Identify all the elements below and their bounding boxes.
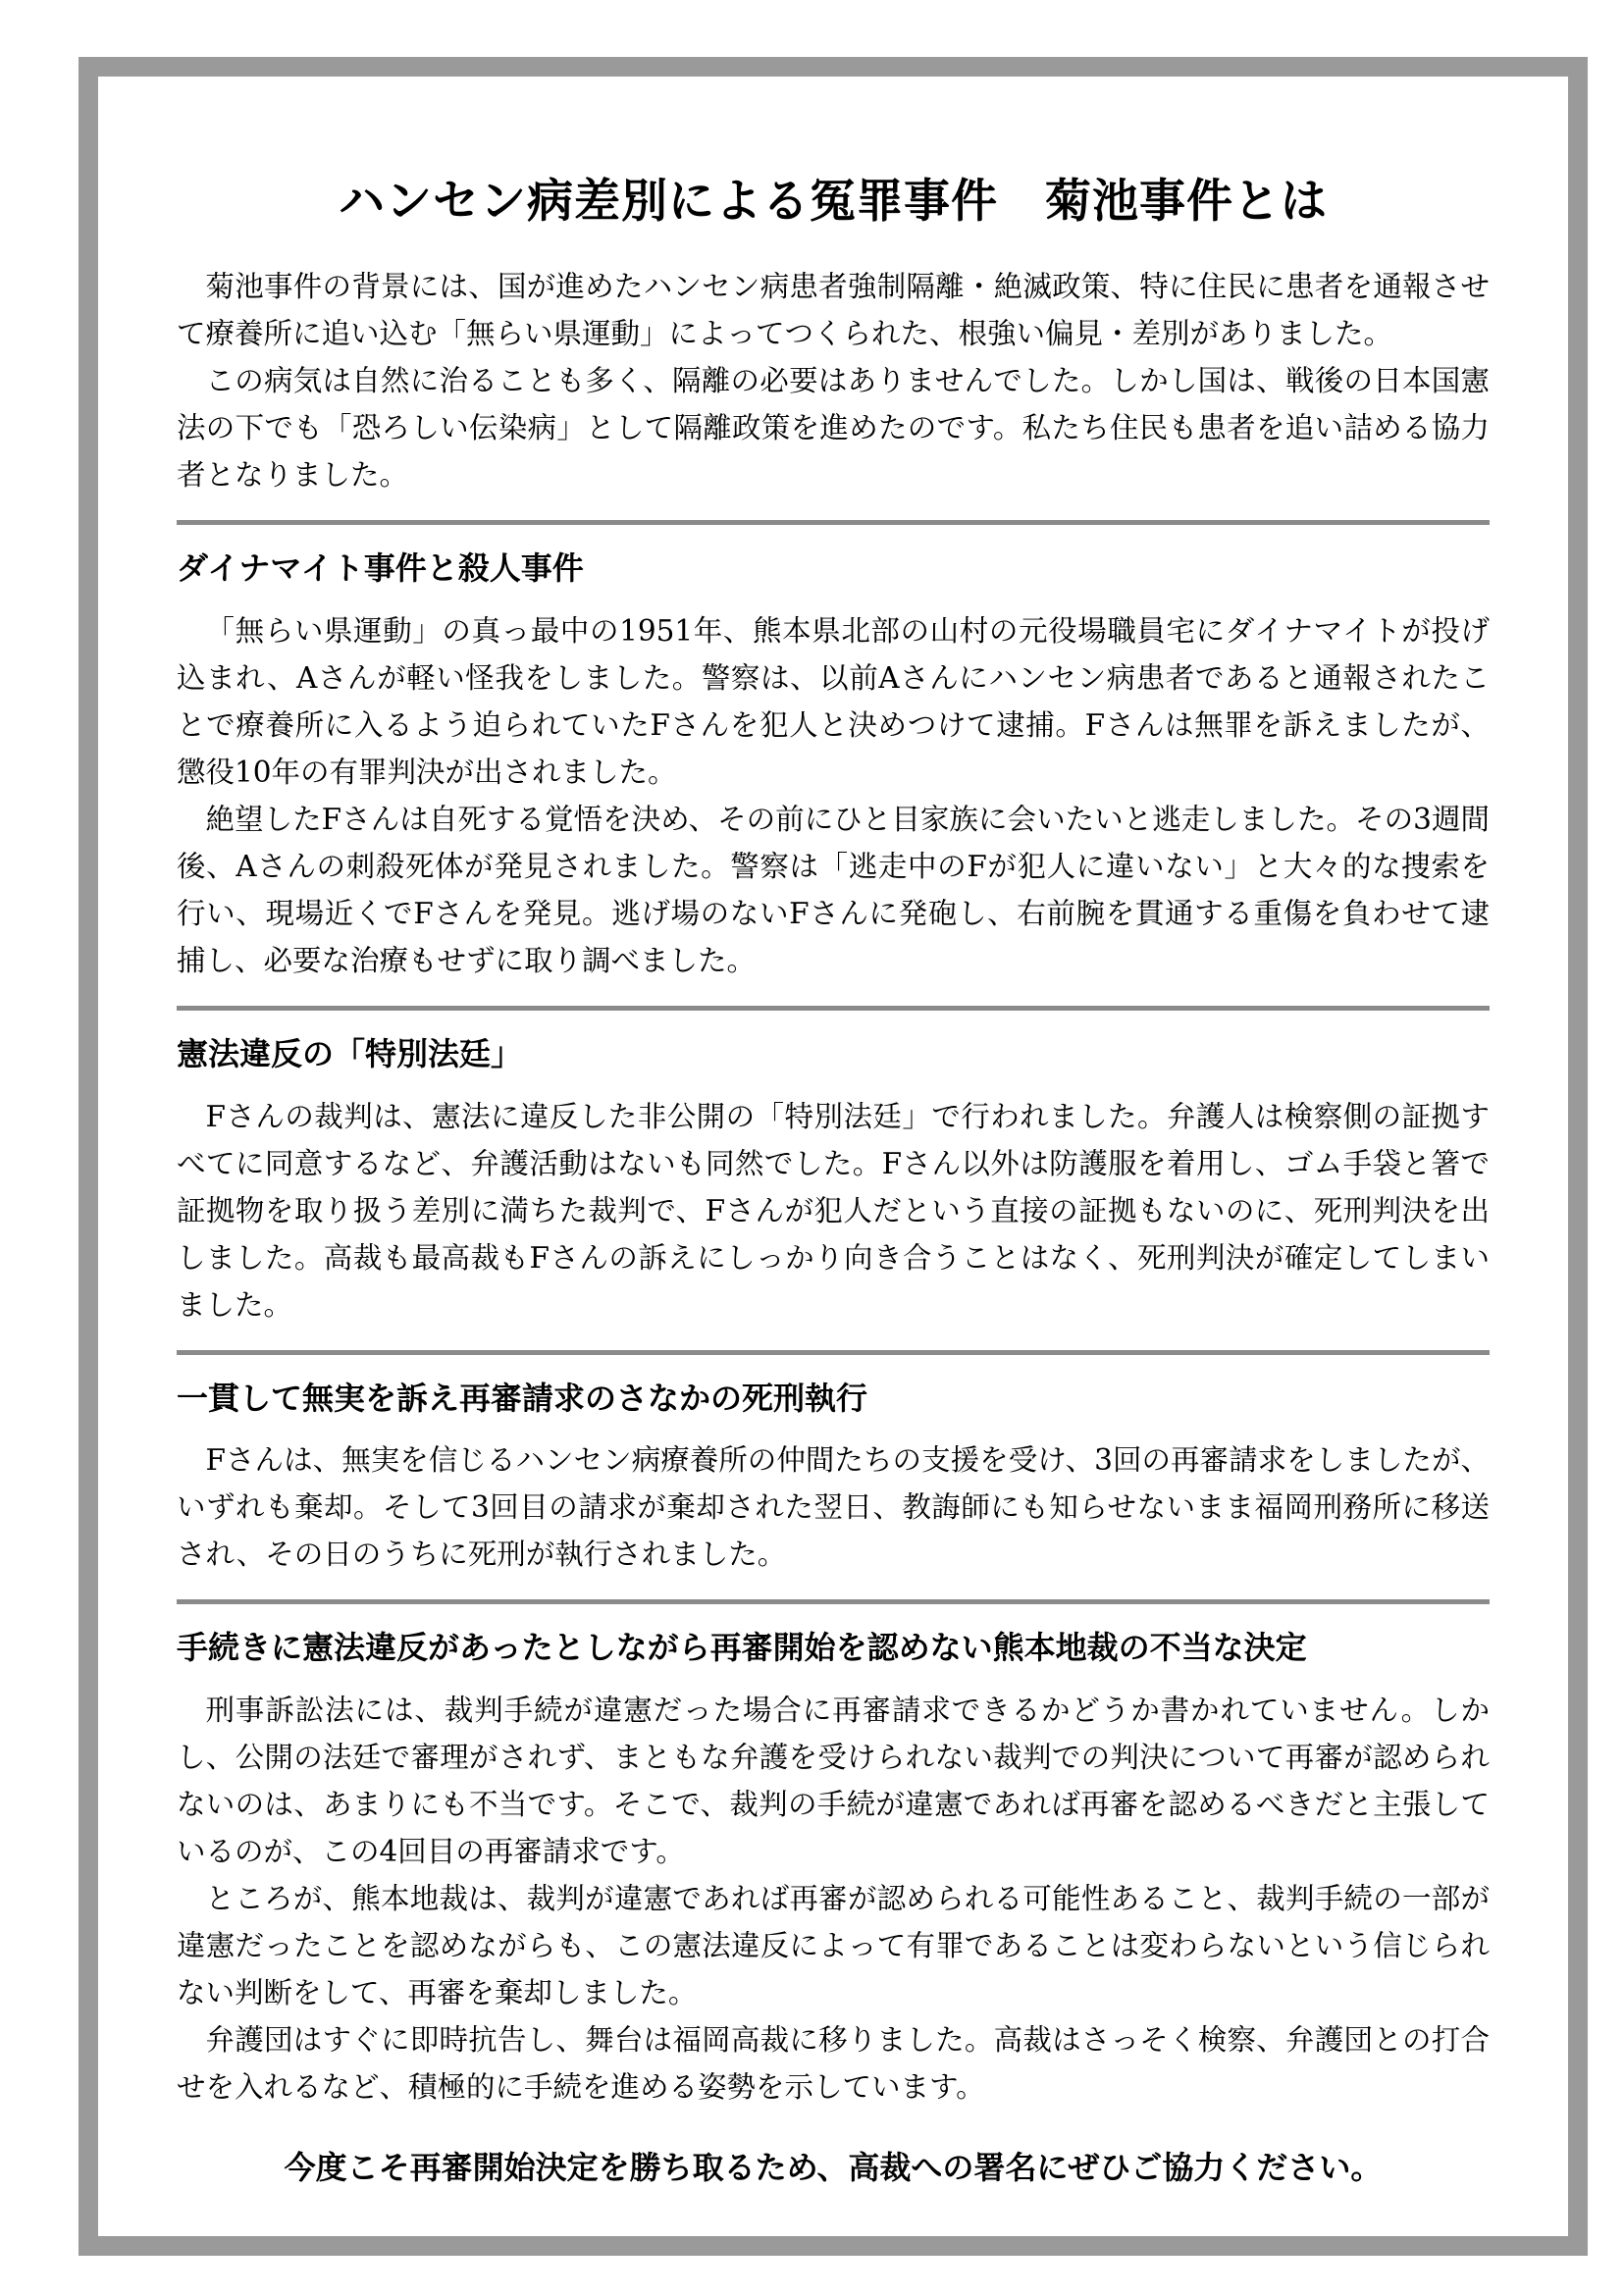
document-body	[177, 175, 1490, 2188]
section-paragraph: 「無らい県運動」の真っ最中の1951年、熊本県北部の山村の元役場職員宅にダイナマイトが投げ込まれ、Aさんが軽い怪我をしました。警察は、以前Aさんにハンセン病患者であると通報されたことで療養所に入るよう迫られていたFさんを犯人と決めつけて逮捕。Fさんは無罪を訴えましたが、懲役10年の有罪判決が出されました。	[177, 613, 1490, 789]
section-special-court	[177, 1034, 1490, 1329]
section-divider	[177, 520, 1490, 525]
section-heading: ダイナマイト事件と殺人事件	[177, 549, 584, 588]
section-paragraph: 弁護団はすぐに即時抗告し、舞台は福岡高裁に移りました。高裁はさっそく検察、弁護団との打合せを入れるなど、積極的に手続を進める姿勢を示しています。	[177, 2022, 1490, 2104]
intro-paragraph: 菊池事件の背景には、国が進めたハンセン病患者強制隔離・絶滅政策、特に住民に患者を通報させて療養所に追い込む「無らい県運動」によってつくられた、根強い偏見・差別がありました。	[177, 270, 1490, 351]
section-divider	[177, 1006, 1490, 1011]
section-heading: 憲法違反の「特別法廷」	[177, 1034, 523, 1072]
section-heading: 一貫して無実を訴え再審請求のさなかの死刑執行	[177, 1379, 868, 1417]
section-divider	[177, 1350, 1490, 1355]
section-paragraph: Fさんは、無実を信じるハンセン病療養所の仲間たちの支援を受け、3回の再審請求をしましたが、いずれも棄却。そして3回目の請求が棄却された翌日、教誨師にも知らせないまま福岡刑務所に移送され、その日のうちに死刑が執行されました。	[177, 1443, 1490, 1572]
section-paragraph: 刑事訴訟法には、裁判手続が違憲だった場合に再審請求できるかどうか書かれていません。しかし、公開の法廷で審理がされず、まともな弁護を受けられない裁判での判決について再審が認められないのは、あまりにも不当です。そこで、裁判の手続が違憲であれば再審を認めるべきだと主張しているのが、この4回目の再審請求です。	[177, 1693, 1490, 1868]
section-dynamite-and-murder	[177, 548, 1490, 984]
section-execution	[177, 1379, 1490, 1579]
section-district-court-decision	[177, 1628, 1490, 2111]
closing-appeal: 今度こそ再審開始決定を勝ち取るため、高裁への署名にぜひご協力ください。	[284, 2148, 1383, 2186]
intro-paragraph: この病気は自然に治ることも多く、隔離の必要はありませんでした。しかし国は、戦後の日本国憲法の下でも「恐ろしい伝染病」として隔離政策を進めたのです。私たち住民も患者を追い詰める協力者となりました。	[177, 364, 1490, 493]
intro-section	[177, 263, 1490, 498]
section-paragraph: 絶望したFさんは自死する覚悟を決め、その前にひと目家族に会いたいと逃走しました。その3週間後、Aさんの刺殺死体が発見されました。警察は「逃走中のFが犯人に違いない」と大々的な捜索を行い、現場近くでFさんを発見。逃げ場のないFさんに発砲し、右前腕を貫通する重傷を負わせて逮捕し、必要な治療もせずに取り調べました。	[177, 802, 1491, 977]
page-frame	[79, 57, 1588, 2256]
section-paragraph: ところが、熊本地裁は、裁判が違憲であれば再審が認められる可能性あること、裁判手続の一部が違憲だったことを認めながらも、この憲法違反によって有罪であることは変わらないという信じられない判断をして、再審を棄却しました。	[177, 1881, 1490, 2009]
section-heading: 手続きに憲法違反があったとしながら再審開始を認めない熊本地裁の不当な決定	[177, 1629, 1307, 1667]
section-divider	[177, 1599, 1490, 1604]
section-paragraph: Fさんの裁判は、憲法に違反した非公開の「特別法廷」で行われました。弁護人は検察側の証拠すべてに同意するなど、弁護活動はないも同然でした。Fさん以外は防護服を着用し、ゴム手袋と箸で証拠物を取り扱う差別に満ちた裁判で、Fさんが犯人だという直接の証拠もないのに、死刑判決を出しました。高裁も最高裁もFさんの訴えにしっかり向き合うことはなく、死刑判決が確定してしまいました。	[177, 1099, 1490, 1322]
page-title: ハンセン病差別による冤罪事件 菊池事件とは	[339, 175, 1328, 229]
